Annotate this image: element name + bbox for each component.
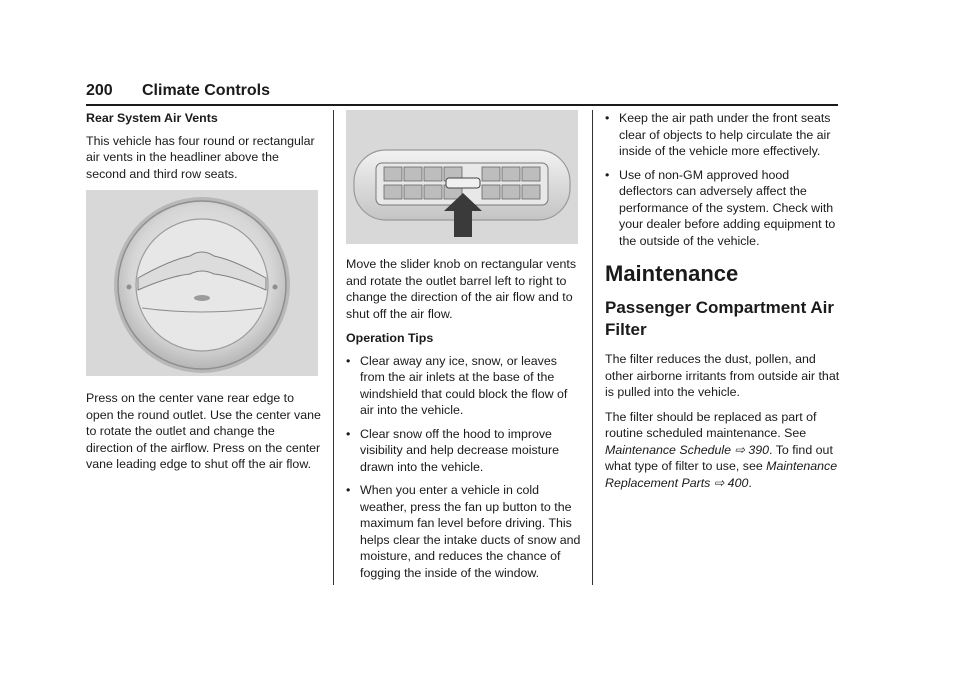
list-item: • Clear away any ice, snow, or leaves from the air inlets at the base of the windshield that could block the flow of air into the vehicle. bbox=[346, 353, 568, 417]
link-maintenance-replacement-parts[interactable]: Maintenance Replacement Parts ⇨ 400 bbox=[605, 459, 838, 490]
list-item: • Clear snow off the hood to improve visibility and help decrease moisture drawn into the vehicle. bbox=[346, 426, 560, 474]
list-item: • When you enter a vehicle in cold weather, press the fan up button to the maximum fan level before driving. This helps clear the intake ducts of snow and moisture, and reduces the chance of fogging the inside of the window. bbox=[346, 483, 581, 580]
tips-list bbox=[346, 353, 582, 582]
paragraph-round-vent: Press on the center vane rear edge to open the round outlet. Use the center vane to rotate the outlet and change the direction of the airflow. Press on the center vane leading edge to shut off the air flow. bbox=[86, 391, 321, 471]
page-number: 200 bbox=[86, 82, 113, 99]
column-3 bbox=[605, 110, 841, 499]
link-maintenance-schedule[interactable]: Maintenance Schedule ⇨ 390 bbox=[605, 442, 770, 457]
bullet-icon: • bbox=[346, 353, 351, 368]
paragraph-filter-purpose: The filter reduces the dust, pollen, and other airborne irritants from outside air that is pulled into the vehicle. bbox=[605, 352, 840, 399]
column-2 bbox=[346, 110, 582, 588]
page-header bbox=[86, 82, 838, 104]
list-item: • Keep the air path under the front seats clear of objects to help circulate the air inside of the vehicle more effectively. bbox=[605, 111, 831, 158]
xref-arrow-icon: ⇨ bbox=[713, 475, 725, 490]
column-divider bbox=[333, 110, 334, 585]
subheading-rear-vents: Rear System Air Vents bbox=[86, 111, 218, 125]
paragraph-filter-replacement: The filter should be replaced as part of routine scheduled maintenance. See Maintenance Schedule ⇨ 390. To find out what type of filter to use, see Maintenance Replacement Parts ⇨ 400. bbox=[605, 409, 838, 490]
round-vent-image bbox=[86, 190, 318, 376]
column-divider bbox=[592, 110, 593, 585]
list-item: • Use of non-GM approved hood deflectors can adversely affect the performance of the system. Check with your dealer before adding equipment to the outside of the vehicle. bbox=[605, 167, 836, 248]
column-1 bbox=[86, 110, 322, 481]
bullet-icon: • bbox=[346, 426, 351, 441]
paragraph-intro: This vehicle has four round or rectangular air vents in the headliner above the second and third row seats. bbox=[86, 133, 315, 181]
bullet-icon: • bbox=[346, 483, 351, 497]
rectangular-vent-image bbox=[346, 110, 578, 244]
bullet-icon: • bbox=[605, 111, 610, 125]
subheading-operation-tips: Operation Tips bbox=[346, 331, 434, 345]
bullet-list bbox=[605, 110, 841, 249]
rectangular-vent-illustration bbox=[346, 110, 578, 244]
paragraph-rect-vent: Move the slider knob on rectangular vents and rotate the outlet barrel left to right to change the direction of the air flow and to shut off the air flow. bbox=[346, 257, 577, 321]
bullet-icon: • bbox=[605, 167, 610, 182]
round-vent-illustration bbox=[86, 190, 318, 376]
heading-maintenance: Maintenance bbox=[605, 261, 739, 286]
xref-arrow-icon: ⇨ bbox=[734, 442, 745, 457]
section-title: Climate Controls bbox=[142, 82, 271, 99]
header-rule bbox=[86, 104, 838, 106]
heading-air-filter: Passenger Compartment Air Filter bbox=[605, 298, 834, 339]
